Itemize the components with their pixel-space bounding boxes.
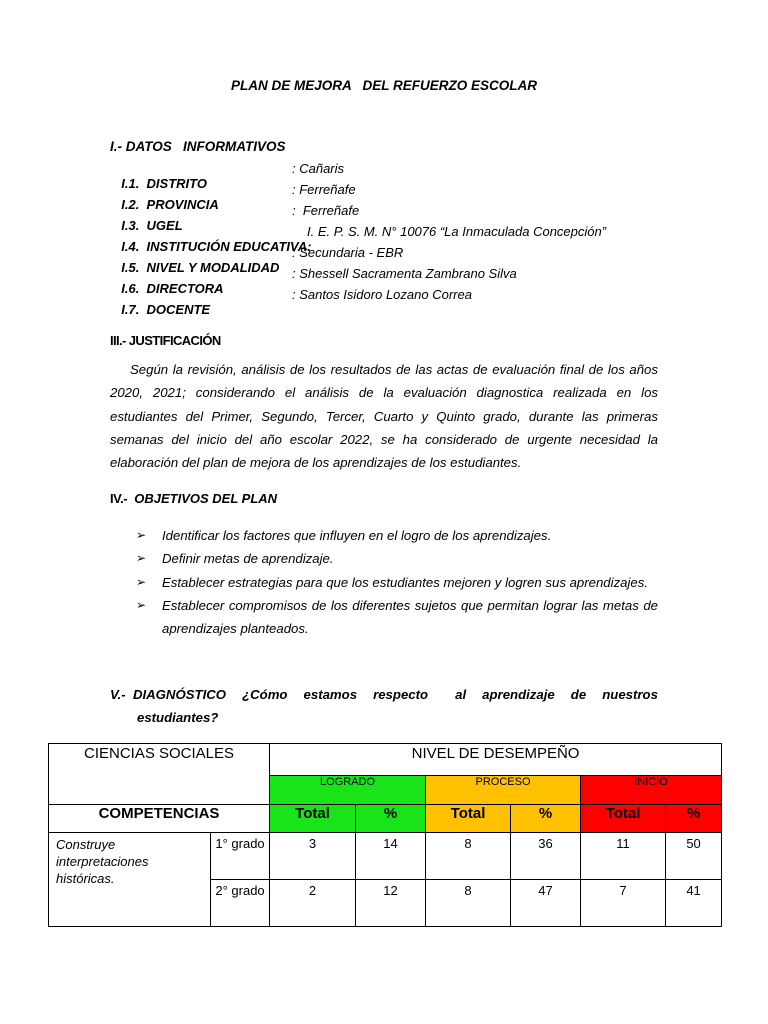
info-value: : Secundaria - EBR: [292, 245, 404, 260]
info-label: I.1. DISTRITO: [121, 176, 207, 191]
value-cell: 36: [511, 833, 581, 880]
arrow-bullet-icon: ➢: [136, 528, 147, 542]
diag-word: aprendizaje: [482, 687, 555, 702]
level-inicio: INICIO: [581, 776, 722, 805]
objetivo-text: Establecer compromisos de los diferentes sujetos que permitan lograr las metas de aprendizajes planteados.: [162, 597, 658, 637]
value-cell: 7: [581, 880, 666, 927]
list-item: [136, 594, 658, 641]
info-value: : Shessell Sacramenta Zambrano Silva: [292, 266, 517, 281]
pct-header: %: [511, 805, 581, 833]
info-row-docente: [114, 287, 472, 332]
diagnostico-heading: [110, 683, 658, 729]
objetivos-heading-num: IV.-: [110, 491, 128, 506]
objetivos-heading-text: OBJETIVOS DEL PLAN: [134, 491, 278, 506]
info-label: I.4. INSTITUCIÓN EDUCATIVA:: [121, 239, 312, 254]
value-cell: 2: [270, 880, 356, 927]
diag-word: V.- DIAGNÓSTICO: [110, 687, 227, 702]
datos-heading: I.- DATOS INFORMATIVOS: [110, 139, 286, 154]
diag-word: ¿Cómo: [242, 687, 288, 702]
info-label: I.2. PROVINCIA: [121, 197, 219, 212]
info-label: I.3. UGEL: [121, 218, 183, 233]
page-title: PLAN DE MEJORA DEL REFUERZO ESCOLAR: [230, 78, 538, 93]
table-row: [49, 833, 722, 880]
value-cell: 50: [666, 833, 722, 880]
grado-cell: 2° grado: [211, 880, 270, 927]
info-value: I. E. P. S. M. N° 10076 “La Inmaculada Concepción”: [307, 224, 607, 239]
info-label: I.5. NIVEL Y MODALIDAD: [121, 260, 280, 275]
grado-cell: 1° grado: [211, 833, 270, 880]
competencia-cell: Construye interpretaciones históricas.: [49, 833, 211, 927]
value-cell: 3: [270, 833, 356, 880]
justificacion-heading: III.- JUSTIFICACIÓN: [110, 333, 221, 348]
diag-word: estamos: [303, 687, 358, 702]
diagnostico-line1: [110, 683, 658, 706]
nivel-header: NIVEL DE DESEMPEÑO: [270, 744, 722, 776]
arrow-bullet-icon: ➢: [136, 597, 147, 612]
arrow-bullet-icon: ➢: [136, 574, 147, 589]
objetivo-text: Establecer estrategias para que los estudiantes mejoren y logren sus aprendizajes.: [162, 574, 649, 590]
desempeno-table: [48, 743, 722, 927]
diag-word: de: [570, 687, 587, 702]
objetivo-text: Definir metas de aprendizaje.: [162, 551, 334, 567]
list-item: [136, 571, 658, 594]
competencias-header: COMPETENCIAS: [49, 805, 270, 833]
info-value: : Santos Isidoro Lozano Correa: [292, 287, 472, 302]
justificacion-paragraph: Según la revisión, análisis de los resultados de las actas de evaluación final de los años 2020, 2021; considerando el análisis de la evaluación diagnostica realizada en los estudiantes del Primer, Segundo, Tercer, Cuarto y Quinto grado, durante las primeras semanas del inicio del año escolar 2022, se ha considerado de urgente necesidad la elaboración del plan de mejora de los aprendizajes de los estudiantes.: [110, 362, 658, 471]
diag-word: al: [444, 687, 467, 702]
diagnostico-line2: estudiantes?: [137, 710, 219, 725]
value-cell: 41: [666, 880, 722, 927]
total-header: Total: [426, 805, 511, 833]
value-cell: 8: [426, 880, 511, 927]
diag-word: nuestros: [602, 687, 658, 702]
pct-header: %: [356, 805, 426, 833]
info-value: : Ferreñafe: [292, 203, 360, 218]
value-cell: 14: [356, 833, 426, 880]
arrow-bullet-icon: ➢: [136, 551, 147, 566]
level-logrado: LOGRADO: [270, 776, 426, 805]
area-header: CIENCIAS SOCIALES: [49, 744, 270, 805]
info-label: I.6. DIRECTORA: [121, 281, 224, 296]
level-proceso: PROCESO: [426, 776, 581, 805]
diag-word: respecto: [373, 687, 429, 702]
info-value: : Cañaris: [292, 161, 345, 176]
list-item: [136, 524, 658, 547]
value-cell: 47: [511, 880, 581, 927]
info-value: : Ferreñafe: [292, 182, 356, 197]
objetivos-heading: [110, 491, 277, 506]
total-header: Total: [581, 805, 666, 833]
objetivo-text: Identificar los factores que influyen en el logro de los aprendizajes.: [162, 528, 552, 543]
info-label: I.7. DOCENTE: [121, 302, 211, 317]
value-cell: 12: [356, 880, 426, 927]
list-item: [136, 547, 658, 570]
objetivos-list: [136, 524, 658, 640]
pct-header: %: [666, 805, 722, 833]
total-header: Total: [270, 805, 356, 833]
value-cell: 11: [581, 833, 666, 880]
value-cell: 8: [426, 833, 511, 880]
